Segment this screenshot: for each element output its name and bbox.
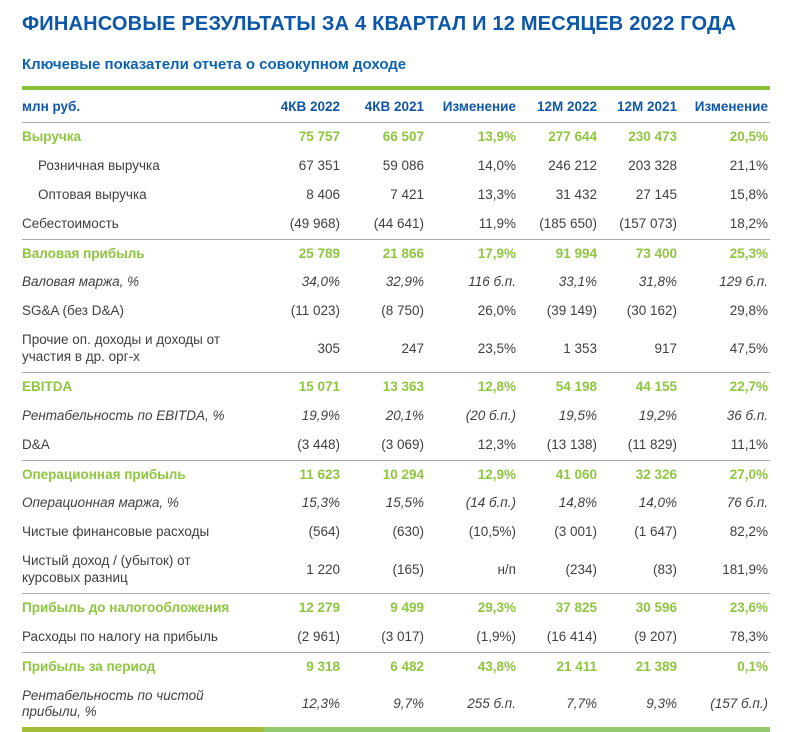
row-value: 12,3% xyxy=(477,436,516,452)
row-value: 27,0% xyxy=(679,460,770,489)
row-value: (20 б.п.) xyxy=(465,407,516,423)
row-value: (13 138) xyxy=(546,436,597,452)
row-label: Прочие оп. доходы и доходы от участия в др. орг-х xyxy=(22,332,221,364)
row-value: 15,8% xyxy=(729,186,768,202)
row-value: 27 145 xyxy=(635,186,677,202)
table-row xyxy=(22,123,770,152)
row-value: 1 220 xyxy=(306,561,340,577)
table-row xyxy=(22,431,770,460)
row-label: Операционная маржа, % xyxy=(22,495,179,511)
row-value: (49 968) xyxy=(289,215,340,231)
row-value: (165) xyxy=(392,561,424,577)
row-value: 54 198 xyxy=(518,372,599,401)
column-header-units: млн руб. xyxy=(22,90,254,123)
row-value: 41 060 xyxy=(518,460,599,489)
row-value: 17,9% xyxy=(426,239,518,268)
row-value: 23,5% xyxy=(477,340,516,356)
table-row xyxy=(22,297,770,326)
row-value: (9 207) xyxy=(634,628,677,644)
row-value: (3 069) xyxy=(381,436,424,452)
column-header-change-q: Изменение xyxy=(426,90,518,123)
row-value: (8 750) xyxy=(381,303,424,319)
row-value: 14,0% xyxy=(638,495,677,511)
row-value: 7 421 xyxy=(390,186,424,202)
table-row xyxy=(22,326,770,372)
row-value: 917 xyxy=(654,340,677,356)
row-value: (157 073) xyxy=(619,215,677,231)
row-value: 76 б.п. xyxy=(726,495,768,511)
row-value: (83) xyxy=(652,561,677,577)
row-value: 9,3% xyxy=(646,695,677,711)
row-value: (30 162) xyxy=(626,303,677,319)
table-row xyxy=(22,402,770,431)
table-row xyxy=(22,268,770,297)
row-value: 15,5% xyxy=(385,495,424,511)
row-value: 25 789 xyxy=(254,239,342,268)
row-value: 30 596 xyxy=(599,593,679,622)
row-value: 47,5% xyxy=(729,340,768,356)
row-value: (3 001) xyxy=(554,524,597,540)
row-value: 78,3% xyxy=(729,628,768,644)
row-value: 116 б.п. xyxy=(468,274,516,290)
row-label: Валовая прибыль xyxy=(22,239,254,268)
row-value: 9 318 xyxy=(254,652,342,681)
row-value: 246 212 xyxy=(548,157,597,173)
page-title: ФИНАНСОВЫЕ РЕЗУЛЬТАТЫ ЗА 4 КВАРТАЛ И 12 МЕСЯЦЕВ 2022 ГОДА xyxy=(22,13,737,35)
row-value: (630) xyxy=(392,524,424,540)
table-row xyxy=(22,652,770,681)
table-row xyxy=(22,593,770,622)
row-value: 22,7% xyxy=(679,372,770,401)
row-label: Операционная прибыль xyxy=(22,460,254,489)
row-value: 18,2% xyxy=(729,215,768,231)
column-header-change-12m: Изменение xyxy=(679,90,770,123)
row-value: 26,0% xyxy=(477,303,516,319)
bottom-rule-right-segment xyxy=(264,727,770,732)
row-value: 19,9% xyxy=(301,407,340,423)
row-value: 12,8% xyxy=(426,372,518,401)
bottom-rule-left-segment xyxy=(22,727,264,732)
row-value: 129 б.п. xyxy=(719,274,768,290)
row-value: (11 023) xyxy=(290,303,340,319)
row-value: 277 644 xyxy=(548,129,597,144)
row-label: Валовая маржа, % xyxy=(22,274,140,290)
row-value: 31,8% xyxy=(638,274,677,290)
row-label: D&A xyxy=(22,436,50,452)
row-value: 59 086 xyxy=(382,157,424,173)
row-value: 19,5% xyxy=(558,407,597,423)
table-header-row xyxy=(22,90,770,123)
row-value: 305 xyxy=(317,340,340,356)
row-label: Прибыль до налогообложения xyxy=(22,593,254,622)
row-value: 9,7% xyxy=(393,695,424,711)
row-value: 10 294 xyxy=(342,460,426,489)
row-value: 255 б.п. xyxy=(467,695,516,711)
row-value: (44 641) xyxy=(373,215,424,231)
row-value: 12 279 xyxy=(254,593,342,622)
row-value: 11,9% xyxy=(478,215,516,231)
row-value: 21 389 xyxy=(599,652,679,681)
column-header-q4-2021: 4КВ 2021 xyxy=(342,90,426,123)
row-value: 0,1% xyxy=(679,652,770,681)
table-body xyxy=(22,123,770,728)
row-value: 66 507 xyxy=(382,129,424,144)
row-value: 13,9% xyxy=(477,129,516,144)
row-value: 21,1% xyxy=(729,157,768,173)
row-value: 44 155 xyxy=(599,372,679,401)
row-value: (39 149) xyxy=(546,303,597,319)
row-value: 14,8% xyxy=(558,495,597,511)
column-header-q4-2022: 4КВ 2022 xyxy=(254,90,342,123)
row-value: 73 400 xyxy=(599,239,679,268)
row-label: SG&A (без D&A) xyxy=(22,303,125,319)
column-header-12m-2022: 12М 2022 xyxy=(518,90,599,123)
row-label: Выручка xyxy=(22,129,81,144)
row-value: (564) xyxy=(308,524,340,540)
row-value: 13 363 xyxy=(342,372,426,401)
row-label: Прибыль за период xyxy=(22,652,254,681)
row-label: Рентабельность по EBITDA, % xyxy=(22,407,225,423)
row-label: EBITDA xyxy=(22,372,254,401)
row-value: (1,9%) xyxy=(476,628,516,644)
row-value: 34,0% xyxy=(301,274,340,290)
row-value: (3 448) xyxy=(297,436,340,452)
row-value: 20,5% xyxy=(729,129,768,144)
row-value: 23,6% xyxy=(679,593,770,622)
row-value: (2 961) xyxy=(297,628,340,644)
row-value: 181,9% xyxy=(722,561,768,577)
row-value: 20,1% xyxy=(385,407,424,423)
table-row xyxy=(22,152,770,181)
table-row xyxy=(22,460,770,489)
row-value: н/п xyxy=(497,561,516,577)
table-row xyxy=(22,547,770,593)
row-value: (16 414) xyxy=(546,628,597,644)
row-value: (10,5%) xyxy=(468,524,516,540)
row-value: 14,0% xyxy=(477,157,516,173)
row-label: Себестоимость xyxy=(22,215,119,231)
row-value: 33,1% xyxy=(558,274,597,290)
row-value: 7,7% xyxy=(566,695,597,711)
table-row xyxy=(22,489,770,518)
row-value: 36 б.п. xyxy=(726,407,768,423)
row-value: 31 432 xyxy=(555,186,597,202)
row-value: 12,3% xyxy=(301,695,340,711)
row-value: 1 353 xyxy=(563,340,597,356)
row-value: (157 б.п.) xyxy=(710,695,768,711)
financial-results-table xyxy=(22,90,770,727)
section-subtitle: Ключевые показатели отчета о совокупном доходе xyxy=(22,56,407,73)
column-header-12m-2021: 12М 2021 xyxy=(599,90,679,123)
row-label: Расходы по налогу на прибыль xyxy=(22,628,218,644)
row-value: 21 411 xyxy=(518,652,599,681)
row-label: Оптовая выручка xyxy=(38,186,147,202)
row-value: 12,9% xyxy=(426,460,518,489)
row-value: 13,3% xyxy=(477,186,516,202)
row-value: 37 825 xyxy=(518,593,599,622)
row-value: (11 829) xyxy=(627,436,677,452)
table-row xyxy=(22,210,770,239)
row-value: 11,1% xyxy=(730,436,768,452)
row-value: 230 473 xyxy=(628,129,677,144)
row-value: (14 б.п.) xyxy=(465,495,516,511)
row-value: 6 482 xyxy=(342,652,426,681)
row-value: (3 017) xyxy=(381,628,424,644)
table-row xyxy=(22,518,770,547)
table-bottom-rule xyxy=(22,727,770,732)
row-value: 9 499 xyxy=(342,593,426,622)
row-value: 247 xyxy=(401,340,424,356)
row-value: 82,2% xyxy=(729,524,768,540)
row-value: 19,2% xyxy=(638,407,677,423)
table-row xyxy=(22,181,770,210)
row-label: Чистый доход / (убыток) от курсовых разниц xyxy=(22,553,191,585)
row-value: 8 406 xyxy=(306,186,340,202)
row-value: 43,8% xyxy=(426,652,518,681)
row-value: 11 623 xyxy=(254,460,342,489)
row-value: 21 866 xyxy=(342,239,426,268)
row-value: 29,8% xyxy=(729,303,768,319)
row-value: 32,9% xyxy=(385,274,424,290)
row-value: 32 326 xyxy=(599,460,679,489)
row-value: (234) xyxy=(565,561,597,577)
table-row xyxy=(22,682,770,728)
row-label: Чистые финансовые расходы xyxy=(22,524,210,540)
row-value: 91 994 xyxy=(518,239,599,268)
row-value: 203 328 xyxy=(628,157,677,173)
table-row xyxy=(22,372,770,401)
row-value: 29,3% xyxy=(426,593,518,622)
row-value: 75 757 xyxy=(298,129,340,144)
row-value: 15,3% xyxy=(301,495,340,511)
table-row xyxy=(22,239,770,268)
row-value: (1 647) xyxy=(634,524,677,540)
row-label: Розничная выручка xyxy=(38,157,160,173)
table-row xyxy=(22,623,770,652)
row-value: (185 650) xyxy=(539,215,597,231)
row-value: 25,3% xyxy=(679,239,770,268)
row-value: 15 071 xyxy=(254,372,342,401)
row-value: 67 351 xyxy=(298,157,340,173)
row-label: Рентабельность по чистой прибыли, % xyxy=(22,687,204,720)
